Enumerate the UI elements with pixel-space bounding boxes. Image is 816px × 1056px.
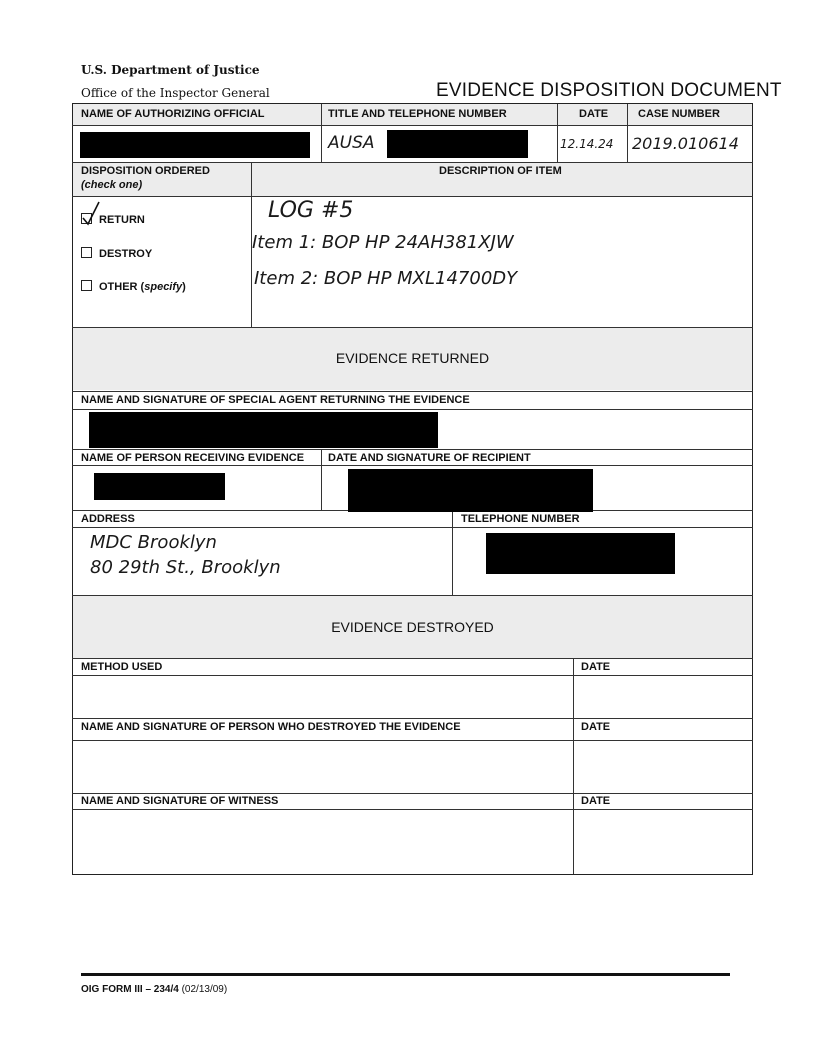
footer-rule xyxy=(81,973,730,976)
address-label: ADDRESS xyxy=(81,513,135,525)
disposition-ordered-label: DISPOSITION ORDERED xyxy=(81,165,210,177)
title-phone-label: TITLE AND TELEPHONE NUMBER xyxy=(328,108,507,120)
redaction-block xyxy=(80,132,310,158)
redaction-block xyxy=(94,473,225,500)
redaction-block xyxy=(348,469,593,512)
vrule xyxy=(573,659,574,874)
title-value[interactable]: AUSA xyxy=(328,133,375,153)
rule xyxy=(72,675,753,676)
agent-returning-label: NAME AND SIGNATURE OF SPECIAL AGENT RETURNING THE EVIDENCE xyxy=(81,394,470,406)
office-name: Office of the Inspector General xyxy=(81,86,270,100)
witness-date-label: DATE xyxy=(581,795,611,807)
method-date-label: DATE xyxy=(581,661,611,673)
description-line[interactable]: Item 1: BOP HP 24AH381XJW xyxy=(252,232,514,253)
form-id: OIG FORM III – 234/4 xyxy=(81,984,179,995)
rule xyxy=(72,595,753,596)
document-title: EVIDENCE DISPOSITION DOCUMENT xyxy=(436,80,782,101)
telephone-label: TELEPHONE NUMBER xyxy=(461,513,580,525)
rule xyxy=(72,793,753,794)
recipient-signature-label: DATE AND SIGNATURE OF RECIPIENT xyxy=(328,452,531,464)
rule xyxy=(72,740,753,741)
check-one-label: (check one) xyxy=(81,179,143,191)
destroy-option-label: DESTROY xyxy=(99,248,153,260)
other-option-label: OTHER (specify) xyxy=(99,281,186,293)
form-date: (02/13/09) xyxy=(181,984,228,995)
rule xyxy=(72,527,753,528)
vrule xyxy=(321,104,322,162)
vrule xyxy=(557,104,558,162)
rule xyxy=(72,465,753,466)
rule xyxy=(72,162,753,163)
vrule xyxy=(321,450,322,510)
rule xyxy=(72,409,753,410)
witness-label: NAME AND SIGNATURE OF WITNESS xyxy=(81,795,279,807)
receiver-label: NAME OF PERSON RECEIVING EVIDENCE xyxy=(81,452,305,464)
description-label: DESCRIPTION OF ITEM xyxy=(439,165,562,177)
vrule xyxy=(627,104,628,162)
vrule xyxy=(452,511,453,595)
case-number-value[interactable]: 2019.010614 xyxy=(632,134,739,153)
rule xyxy=(72,125,753,126)
redaction-block xyxy=(387,130,528,158)
rule xyxy=(72,327,753,328)
address-line[interactable]: MDC Brooklyn xyxy=(90,532,217,553)
date-label: DATE xyxy=(579,108,609,120)
address-line[interactable]: 80 29th St., Brooklyn xyxy=(90,557,281,578)
other-checkbox[interactable] xyxy=(81,280,92,291)
returned-section-title: EVIDENCE RETURNED xyxy=(335,350,490,366)
redaction-block xyxy=(89,412,438,448)
rule xyxy=(72,658,753,659)
authorizing-official-label: NAME OF AUTHORIZING OFFICIAL xyxy=(81,108,265,120)
rule xyxy=(72,196,753,197)
rule xyxy=(72,718,753,719)
destroyed-section-title: EVIDENCE DESTROYED xyxy=(331,619,494,635)
description-line[interactable]: Item 2: BOP HP MXL14700DY xyxy=(254,268,518,289)
destroyer-date-label: DATE xyxy=(581,721,611,733)
redaction-block xyxy=(486,533,675,574)
description-line[interactable]: LOG #5 xyxy=(268,198,354,223)
agency-name: U.S. Department of Justice xyxy=(81,63,260,77)
destroyer-label: NAME AND SIGNATURE OF PERSON WHO DESTROYED THE EVIDENCE xyxy=(81,721,461,733)
checkmark-icon xyxy=(81,200,101,226)
form-footer xyxy=(81,984,227,995)
return-option-label: RETURN xyxy=(99,214,145,226)
date-value[interactable]: 12.14.24 xyxy=(560,137,614,151)
case-number-label: CASE NUMBER xyxy=(638,108,720,120)
destroy-checkbox[interactable] xyxy=(81,247,92,258)
method-used-label: METHOD USED xyxy=(81,661,163,673)
rule xyxy=(72,449,753,450)
rule xyxy=(72,809,753,810)
rule xyxy=(72,391,753,392)
